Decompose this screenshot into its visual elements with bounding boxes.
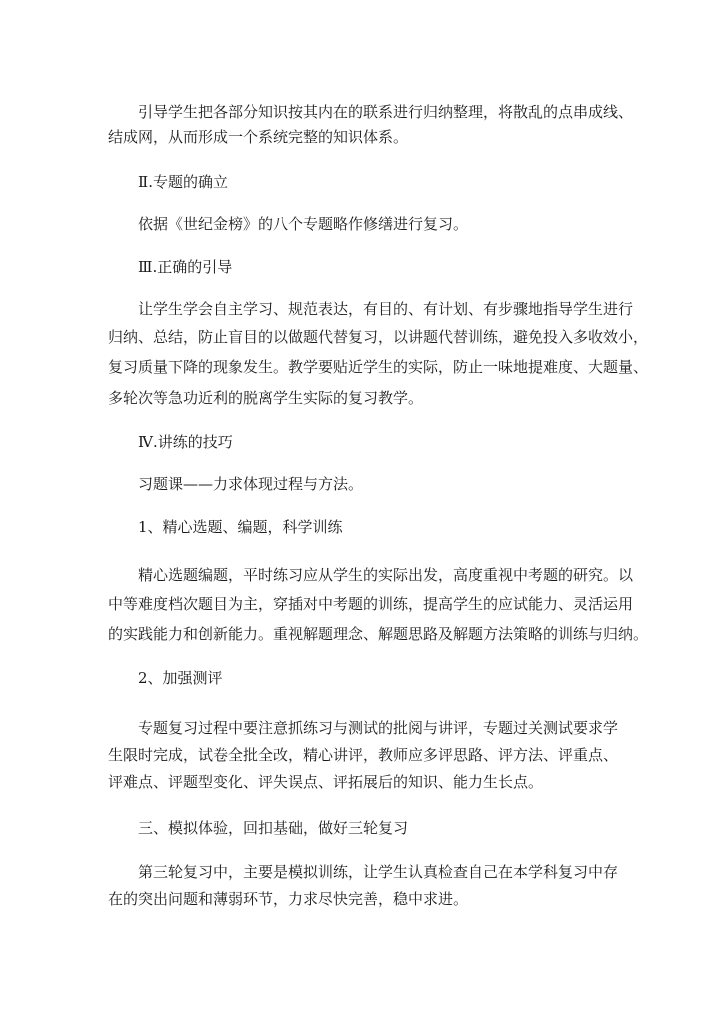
- paragraph-line: 结成网，从而形成一个系统完整的知识体系。: [108, 128, 409, 146]
- section-heading: Ⅲ.正确的引导: [138, 258, 233, 276]
- paragraph-line: 精心选题编题，平时练习应从学生的实际出发，高度重视中考题的研究。以: [138, 566, 634, 584]
- paragraph-line: 的实践能力和创新能力。重视解题理念、解题思路及解题方法策略的训练与归纳。: [108, 625, 649, 643]
- paragraph-line: 评难点、评题型变化、评失误点、评拓展后的知识、能力生长点。: [108, 773, 544, 791]
- paragraph-line: 复习质量下降的现象发生。教学要贴近学生的实际，防止一味地提难度、大题量、: [108, 358, 649, 376]
- paragraph-line: 第三轮复习中，主要是模拟训练，让学生认真检查自己在本学科复习中存: [138, 863, 619, 881]
- paragraph-line: 引导学生把各部分知识按其内在的联系进行归纳整理，将散乱的点串成线、: [138, 103, 634, 121]
- section-heading: Ⅱ.专题的确立: [138, 173, 228, 191]
- section-heading: 三、模拟体验，回扣基础，做好三轮复习: [138, 819, 409, 837]
- paragraph-line: 依据《世纪金榜》的八个专题略作修缮进行复习。: [138, 215, 469, 233]
- paragraph-line: 专题复习过程中要注意抓练习与测试的批阅与讲评，专题过关测试要求学: [138, 719, 619, 737]
- section-heading: Ⅳ.讲练的技巧: [138, 433, 233, 451]
- paragraph-line: 让学生学会自主学习、规范表达，有目的、有计划、有步骤地指导学生进行: [138, 300, 634, 318]
- paragraph-line: 多轮次等急功近利的脱离学生实际的复习教学。: [108, 389, 424, 407]
- subsection-heading: 1、精心选题、编题，科学训练: [138, 518, 343, 536]
- paragraph-line: 生限时完成，试卷全批全改，精心讲评，教师应多评思路、评方法、评重点、: [108, 746, 619, 764]
- paragraph-line: 习题课——力求体现过程与方法。: [138, 475, 364, 493]
- paragraph-line: 在的突出问题和薄弱环节，力求尽快完善，稳中求进。: [108, 890, 469, 908]
- paragraph-line: 归纳、总结，防止盲目的以做题代替复习，以讲题代替训练，避免投入多收效小，: [108, 328, 649, 346]
- paragraph-line: 中等难度档次题目为主，穿插对中考题的训练，提高学生的应试能力、灵活运用: [108, 595, 634, 613]
- subsection-heading: 2、加强测评: [138, 669, 223, 687]
